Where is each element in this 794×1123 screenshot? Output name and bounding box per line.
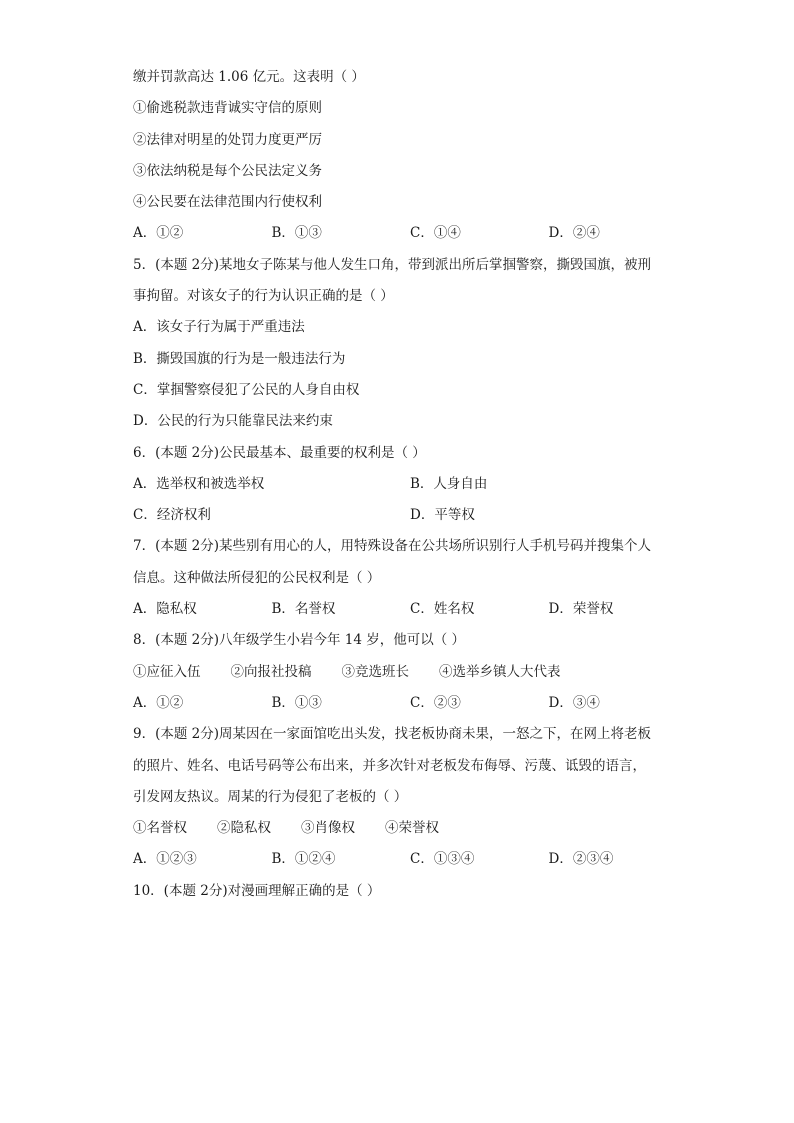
question-stem: 7．(本题 2分)某些别有用心的人，用特殊设备在公共场所识别行人手机号码并搜集个人 xyxy=(133,538,652,555)
option-d[interactable]: D．平等权 xyxy=(410,507,475,524)
statement: ①偷逃税款违背诚实守信的原则 xyxy=(133,100,322,117)
answer-options xyxy=(133,844,673,875)
question-8 xyxy=(133,625,673,719)
statement: ④公民要在法律范围内行使权利 xyxy=(133,194,322,211)
option-d[interactable]: D．公民的行为只能靠民法来约束 xyxy=(133,413,333,430)
option-b[interactable]: B．①③ xyxy=(271,694,322,711)
option-b[interactable]: B．撕毁国旗的行为是一般违法行为 xyxy=(133,350,346,367)
question-stem: 信息。这种做法所侵犯的公民权利是（ ） xyxy=(133,569,381,586)
statement: ②隐私权 xyxy=(217,820,271,837)
question-stem: 10．(本题 2分)对漫画理解正确的是（ ） xyxy=(133,882,381,899)
question-stem: 事拘留。对该女子的行为认识正确的是（ ） xyxy=(133,288,394,305)
option-c[interactable]: C．①③④ xyxy=(410,851,475,868)
option-c[interactable]: C．①④ xyxy=(410,225,461,242)
option-d[interactable]: D．②④ xyxy=(548,225,600,242)
question-stem: 9．(本题 2分)周某因在一家面馆吃出头发，找老板协商未果，一怒之下，在网上将老板 xyxy=(133,726,652,743)
answer-options xyxy=(133,469,673,500)
statements-row xyxy=(133,657,673,688)
option-c[interactable]: C．②③ xyxy=(410,694,461,711)
question-stem: 6．(本题 2分)公民最基本、最重要的权利是（ ） xyxy=(133,444,426,461)
answer-options xyxy=(133,688,673,719)
question-9 xyxy=(133,719,673,875)
question-4 xyxy=(133,62,673,250)
option-a[interactable]: A．①② xyxy=(133,694,184,711)
option-a[interactable]: A．隐私权 xyxy=(133,601,197,618)
statement: ①应征入伍 xyxy=(133,663,201,680)
option-a[interactable]: A．①②③ xyxy=(133,851,197,868)
statement: ②向报社投稿 xyxy=(230,663,312,680)
option-a[interactable]: A．选举权和被选举权 xyxy=(133,475,265,492)
statement: ③肖像权 xyxy=(301,820,355,837)
option-b[interactable]: B．人身自由 xyxy=(410,475,488,492)
question-stem: 5．(本题 2分)某地女子陈某与他人发生口角，带到派出所后掌掴警察，撕毁国旗，被刑 xyxy=(133,256,652,273)
option-b[interactable]: B．名誉权 xyxy=(271,601,336,618)
question-stem: 的照片、姓名、电话号码等公布出来，并多次针对老板发布侮辱、污蔑、诋毁的语言， xyxy=(133,757,646,774)
option-d[interactable]: D．荣誉权 xyxy=(548,601,614,618)
statement: ④选举乡镇人大代表 xyxy=(439,663,561,680)
question-6 xyxy=(133,438,673,532)
statement: ③竞选班长 xyxy=(341,663,409,680)
statement: ①名誉权 xyxy=(133,820,187,837)
option-b[interactable]: B．①③ xyxy=(271,225,322,242)
option-a[interactable]: A．该女子行为属于严重违法 xyxy=(133,319,305,336)
statements-row xyxy=(133,813,673,844)
answer-options xyxy=(133,594,673,625)
statement: ③依法纳税是每个公民法定义务 xyxy=(133,162,322,179)
option-c[interactable]: C．经济权利 xyxy=(133,507,211,524)
question-stem: 8．(本题 2分)八年级学生小岩今年 14 岁，他可以（ ） xyxy=(133,632,466,649)
question-stem: 引发网友热议。周某的行为侵犯了老板的（ ） xyxy=(133,788,408,805)
statement: ②法律对明星的处罚力度更严厉 xyxy=(133,131,322,148)
question-stem: 缴并罚款高达 1.06 亿元。这表明（ ） xyxy=(133,69,365,85)
option-d[interactable]: D．③④ xyxy=(548,694,600,711)
answer-options xyxy=(133,218,673,249)
question-list xyxy=(133,62,673,907)
option-b[interactable]: B．①②④ xyxy=(271,851,336,868)
statement: ④荣誉权 xyxy=(385,820,439,837)
question-10 xyxy=(133,876,673,907)
option-c[interactable]: C．掌掴警察侵犯了公民的人身自由权 xyxy=(133,381,360,398)
option-c[interactable]: C．姓名权 xyxy=(410,601,475,618)
question-7 xyxy=(133,531,673,625)
answer-options xyxy=(133,500,673,531)
option-d[interactable]: D．②③④ xyxy=(548,851,614,868)
option-a[interactable]: A．①② xyxy=(133,225,184,242)
question-5 xyxy=(133,250,673,438)
